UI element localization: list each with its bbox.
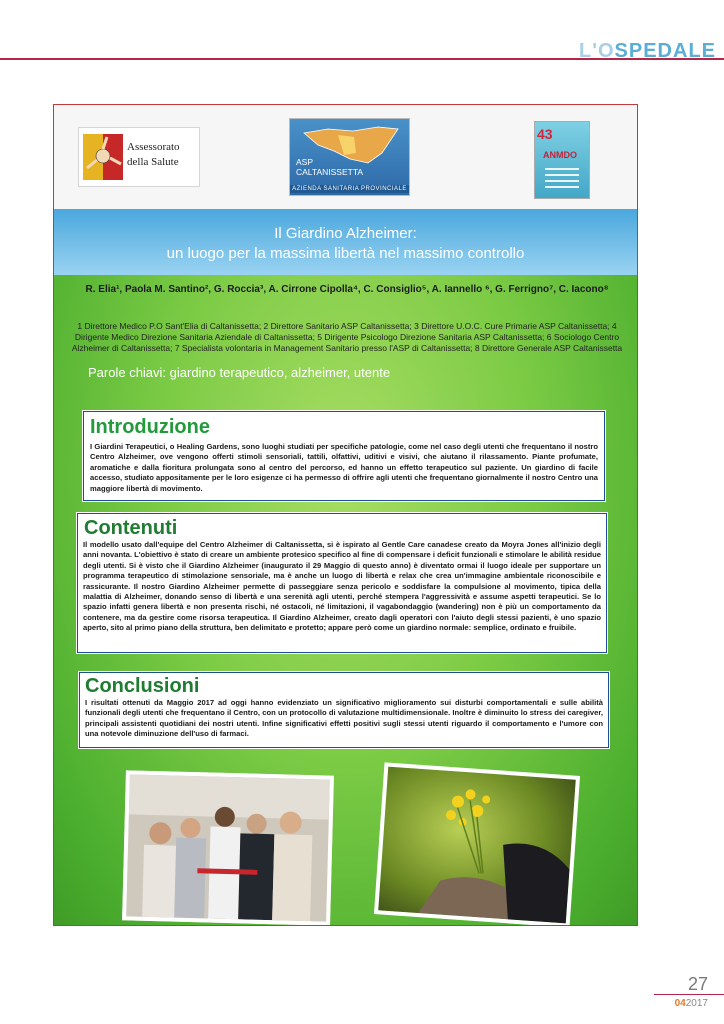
asp-caltanissetta-logo: ASP CALTANISSETTA AZIENDA SANITARIA PROVINCIALE bbox=[289, 118, 410, 196]
affiliations: 1 Direttore Medico P.O Sant'Elia di Caltanissetta; 2 Direttore Sanitario ASP Caltanissetta; 3 Direttore U.O.C. Cure Primarie ASP Caltanissetta; 4 Dirigente Medico Direzione Sanitaria Aziendale di Caltanissetta; 5 Dirigente Psicologo Direzione Sanitaria ASP Caltanissetta; 6 Sociologo Centro Alzheimer di Caltanissetta; 7 Specialista volontaria in Management Sanitario presso l'ASP di Caltanissetta; 8 Direttore Generale ASP Caltanissetta bbox=[71, 321, 623, 353]
poster-title: Il Giardino Alzheimer: un luogo per la massima libertà nel massimo controllo bbox=[54, 209, 637, 275]
masthead-logo: L'OSPEDALE bbox=[579, 40, 716, 62]
footer-rule bbox=[654, 994, 724, 995]
conclusions-heading: Conclusioni bbox=[85, 675, 200, 697]
content-heading: Contenuti bbox=[84, 517, 178, 539]
inauguration-photo bbox=[122, 770, 334, 925]
page-number: 27 bbox=[687, 974, 708, 994]
congress-text-lines bbox=[545, 164, 579, 188]
authors: R. Elia¹, Paola M. Santino², G. Roccia³, A. Cirrone Cipolla⁴, C. Consiglio⁵, A. Iannello ⁶, G. Ferrigno⁷, C. Iacono⁸ bbox=[85, 284, 609, 295]
introduction-text: I Giardini Terapeutici, o Healing Gardens, sono luoghi studiati per specifiche patologie, come nel caso degli utenti che frequentano il nostro Centro Alzheimer, ove vengono offerti stimoli sensoriali, tattili, olfattivi, uditivi e visivi, che aiutano il rilassamento. Piante profumate, aromatiche e dalla fioritura prolungata sono al centro del percorso, ed hanno un effetto terapeutico sul paziente. Un giardino di facile accesso, studiato appositamente per le loro esigenze ci ha permesso di offrire agli utenti che frequentano giornalmente il nostro Centro una maggiore libertà di movimento. bbox=[90, 442, 598, 493]
trinacria-icon bbox=[83, 134, 123, 180]
poster bbox=[53, 104, 638, 926]
conclusions-text: I risultati ottenuti da Maggio 2017 ad oggi hanno evidenziato un significativo miglioramento sui disturbi comportamentali e sulle abilità funzionali degli utenti che frequentano il Centro, con un protocollo di valutazione multidimensionale. Inoltre è diminuito lo stress dei caregiver, principali assistenti quotidiani dei nostri utenti. Infine significativi effetti positivi sugli stessi utenti riguardo il comportamento e l'umore con una notevole diminuzione dell'uso di farmaci. bbox=[85, 698, 603, 739]
assessorato-logo: Assessorato della Salute bbox=[78, 127, 200, 187]
flower-bouquet-icon bbox=[378, 767, 576, 924]
introduction-box bbox=[83, 411, 605, 501]
content-box bbox=[77, 513, 607, 653]
content-text: Il modello usato dall'equipe del Centro Alzheimer di Caltanissetta, si è ispirato al Gentle Care canadese creato da Moyra Jones all'inizio degli anni novanta. L'obiettivo è stato di creare un ambiente protesico specifico al fine di compensare i deficit funzionali e stimolare le abilità residue degli utenti. Si è visto che il Giardino Alzheimer (inaugurato il 29 Maggio di questo anno) è diventato ormai il luogo ideale per supportare un programma terapeutico di stimolazione sensoriale, ma è anche un luogo di libertà e relax che crea un'immagine ambientale riconoscibile e rassicurante. Il nostro Giardino Alzheimer permette di passeggiare senza pericolo e soddisfare la compulsione al movimento, tipica della malattia di Alzheimer, donando senso di libertà e una serenità agli utenti, perché stempera l'aggressività e assume aspetti terapeutici. Se lo spazio infatti genera libertà e non presenta rischi, né ostacoli, né limitazioni, il vagabondaggio (wandering) non è più un comportamento da contenere, ma da gestire come risorsa terapeutica. Il Giardino Alzheimer, creato dagli operatori con l'aiuto degli stessi pazienti, è uno spazio aperto, sito al primo piano della struttura, ben delimitato e protetto; appare però come un giardino normale: semplice, ordinato e fruibile. bbox=[83, 540, 601, 633]
conclusions-box bbox=[79, 672, 609, 748]
introduction-heading: Introduzione bbox=[90, 416, 210, 438]
issue-label: 042017 bbox=[674, 998, 708, 1009]
keywords: Parole chiavi: giardino terapeutico, alzheimer, utente bbox=[88, 365, 391, 380]
logo-strip bbox=[54, 105, 637, 209]
people-photo-icon bbox=[126, 774, 330, 921]
flowers-hands-photo bbox=[374, 762, 580, 926]
anmdo-congress-logo: 43 ANMDO bbox=[534, 121, 590, 199]
